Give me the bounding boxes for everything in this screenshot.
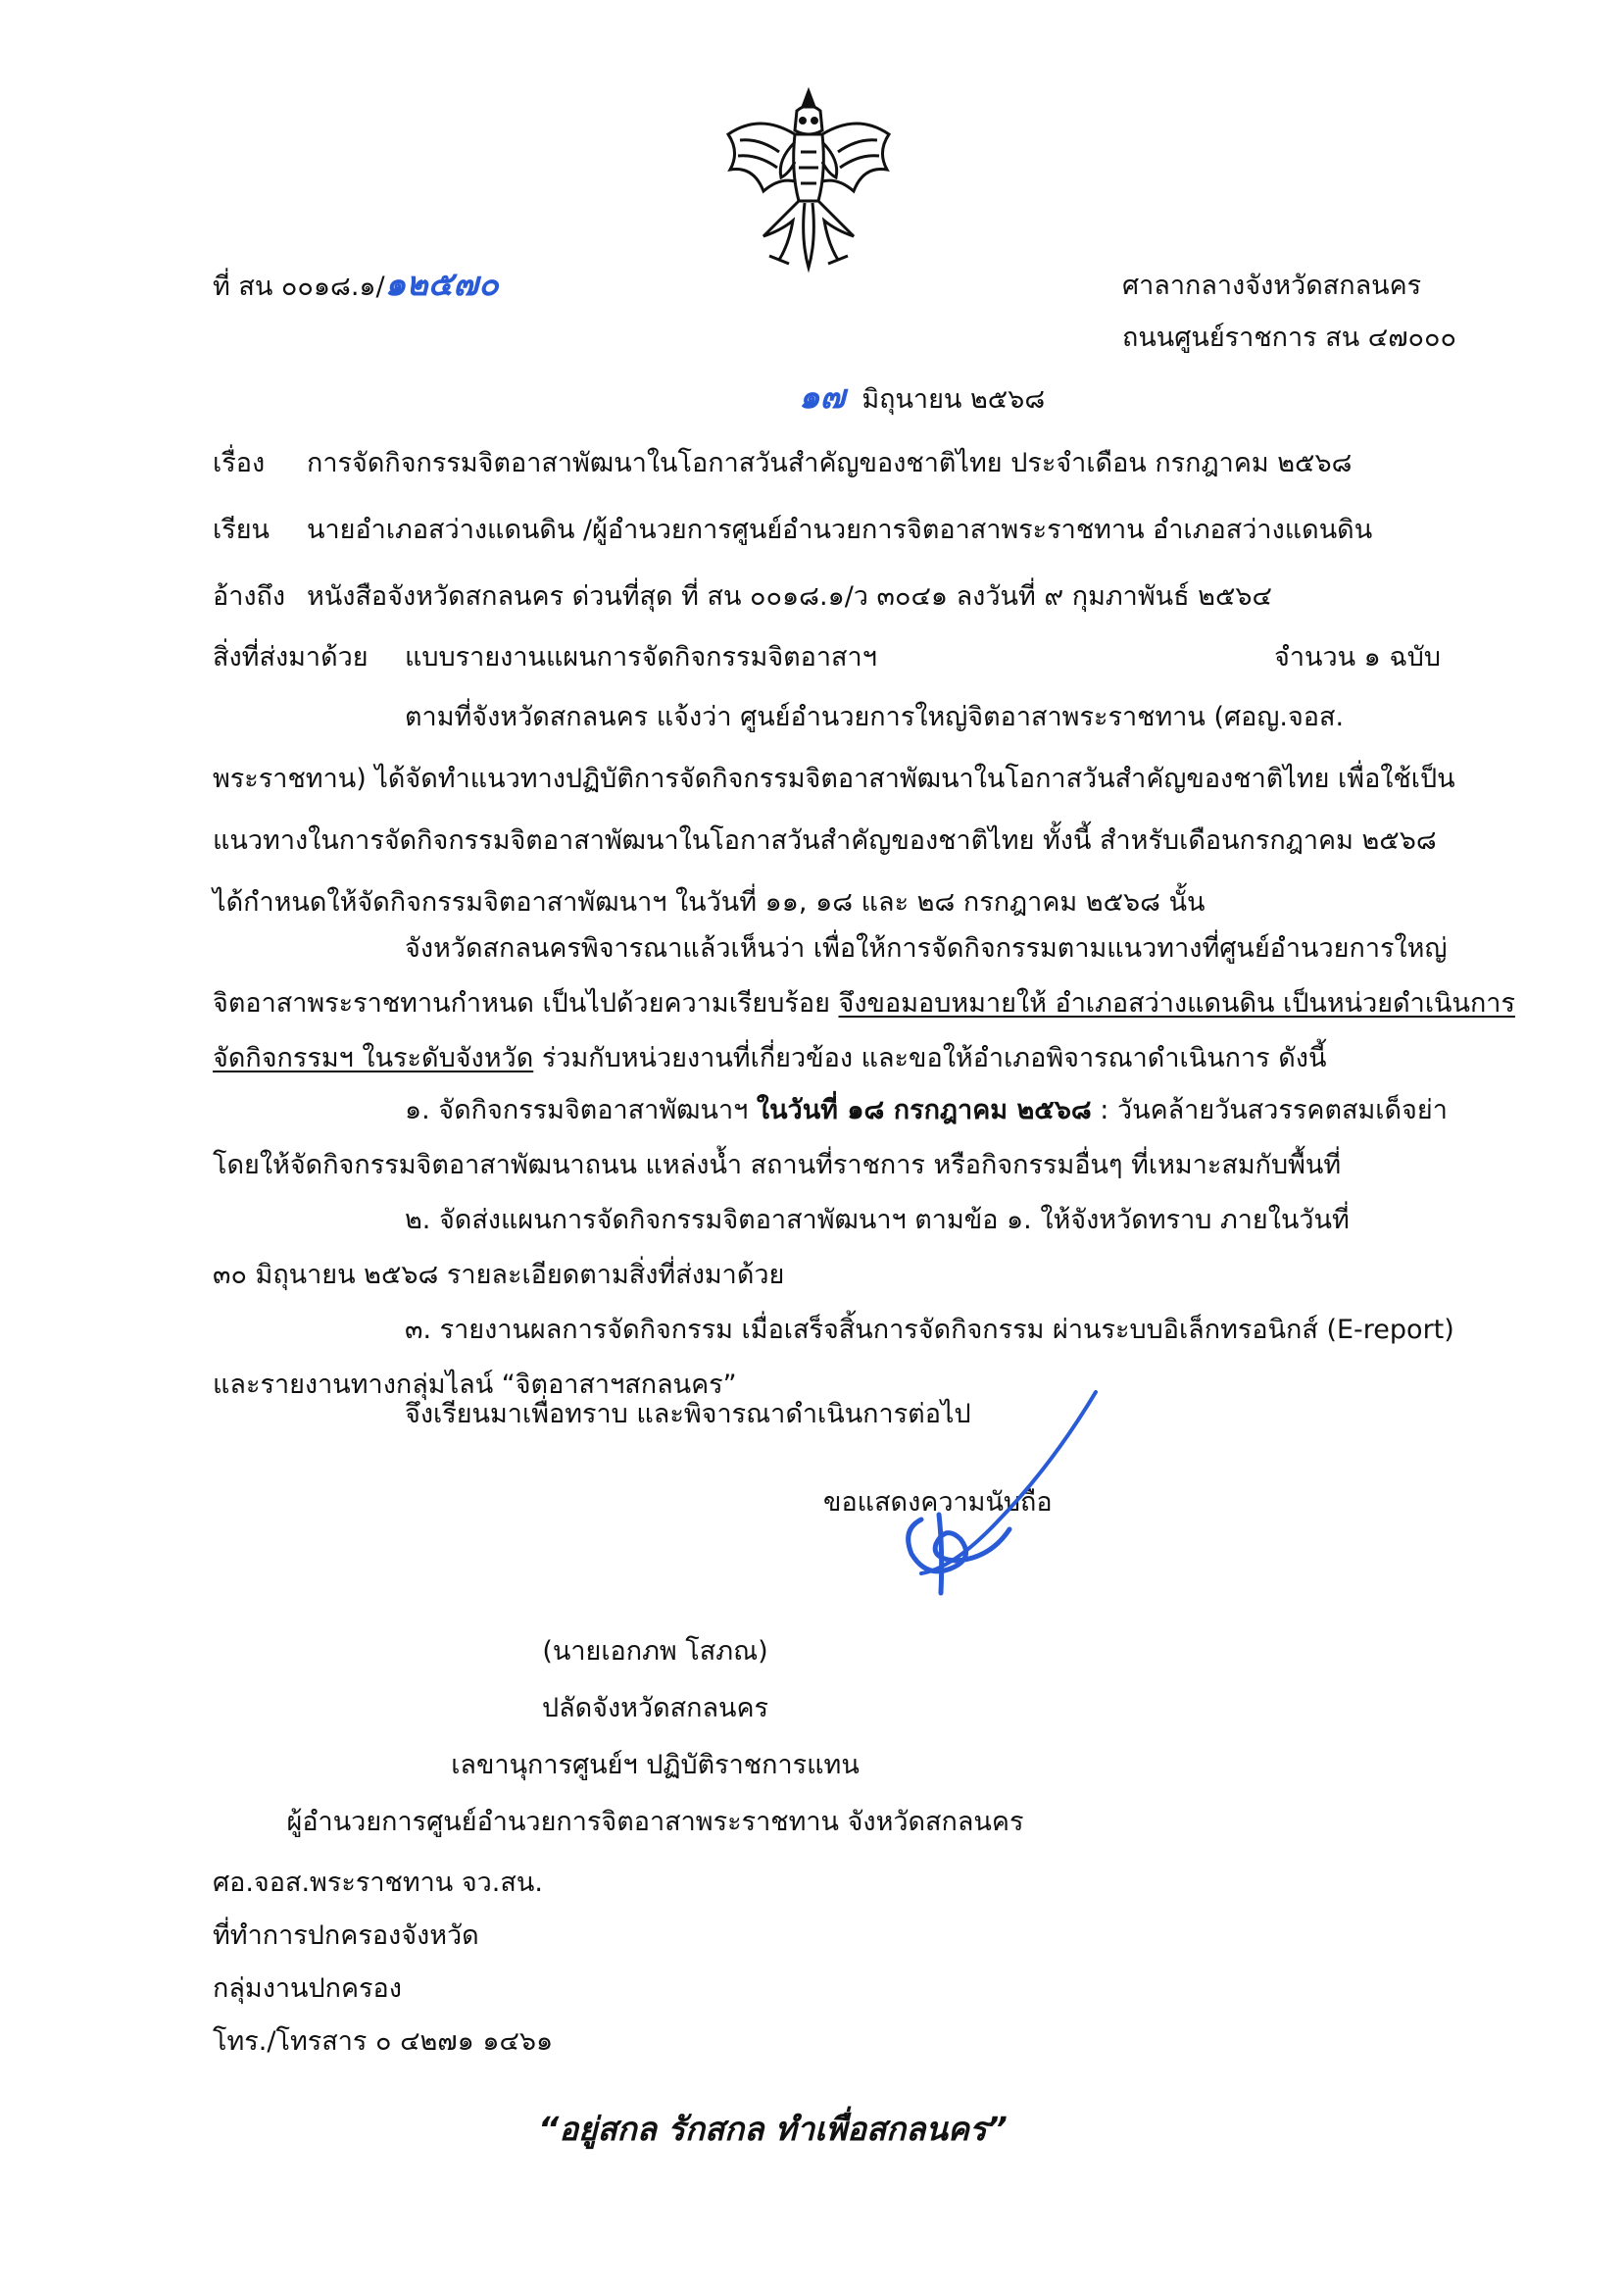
item-1-line-1 [213,1083,1477,1138]
subject-text: การจัดกิจกรรมจิตอาสาพัฒนาในโอกาสวันสำคัญของชาติไทย ประจำเดือน กรกฎาคม ๒๕๖๘ [307,448,1353,478]
item-3-line-2: และรายงานทางกลุ่มไลน์ “จิตอาสาฯสกลนคร” [213,1370,737,1400]
paragraph-1-line-1: ตามที่จังหวัดสกลนคร แจ้งว่า ศูนย์อำนวยการใหญ่จิตอาสาพระราชทาน (ศอญ.จอส. [405,702,1345,732]
enclosure-text: แบบรายงานแผนการจัดกิจกรรมจิตอาสาฯ [405,642,877,673]
to-label: เรียน [213,515,271,545]
paragraph-2-line-2 [213,976,1515,1031]
item-2-line-2: ๓๐ มิถุนายน ๒๕๖๘ รายละเอียดตามสิ่งที่ส่งมาด้วย [213,1260,785,1290]
item-list [213,1083,1477,1413]
complimentary-close: ขอแสดงความนับถือ [823,1487,1053,1518]
footer-section: กลุ่มงานปกครอง [213,1973,402,2004]
subject-label: เรื่อง [213,448,266,478]
date-month-year: มิถุนายน ๒๕๖๘ [861,384,1046,415]
paragraph-1-line-4: ได้กำหนดให้จัดกิจกรรมจิตอาสาพัฒนาฯ ในวันที่ ๑๑, ๑๘ และ ๒๘ กรกฎาคม ๒๕๖๘ นั้น [213,887,1206,918]
item-1-bold-date: ในวันที่ ๑๘ กรกฎาคม ๒๕๖๘ [756,1095,1092,1125]
footer-phone: โทร./โทรสาร ๐ ๔๒๗๑ ๑๔๖๑ [213,2026,554,2057]
document-number [213,265,499,307]
item-1-line-2: โดยให้จัดกิจกรรมจิตอาสาพัฒนาถนน แหล่งน้ำ สถานที่ราชการ หรือกิจกรรมอื่นๆ ที่เหมาะสมกับพื้นที่ [213,1150,1342,1180]
footer-office: ศอ.จอส.พระราชทาน จว.สน. [213,1868,543,1898]
assignment-underlined-2: จัดกิจกรรมฯ ในระดับจังหวัด [213,1043,534,1073]
paragraph-2-line-3-plain: ร่วมกับหน่วยงานที่เกี่ยวข้อง และขอให้อำเภอพิจารณาดำเนินการ ดังนี้ [533,1043,1327,1073]
document-number-prefix: ที่ สน ๐๐๑๘.๑/ [213,272,385,302]
paragraph-1-line-3: แนวทางในการจัดกิจกรรมจิตอาสาพัฒนาในโอกาสวันสำคัญของชาติไทย ทั้งนี้ สำหรับเดือนกรกฎาคม ๒๕๖๘ [213,825,1437,856]
paragraph-2 [213,922,1515,1086]
item-1-lead: ๑. จัดกิจกรรมจิตอาสาพัฒนาฯ [405,1095,757,1125]
to-text: นายอำเภอสว่างแดนดิน /ผู้อำนวยการศูนย์อำนวยการจิตอาสาพระราชทาน อำเภอสว่างแดนดิน [307,515,1373,545]
document-number-handwritten: ๑๒๕๗๐ [384,265,499,304]
sender-address-line-1: ศาลากลางจังหวัดสกลนคร [1122,271,1422,301]
paragraph-2-line-3 [213,1031,1477,1086]
paragraph-1 [213,686,1477,933]
garuda-emblem-icon [720,83,897,274]
date-day-handwritten: ๑๗ [799,377,846,417]
provincial-motto: “อยู่สกล รักสกล ทำเพื่อสกลนคร” [538,2110,1008,2148]
paragraph-2-line-1: จังหวัดสกลนครพิจารณาแล้วเห็นว่า เพื่อให้การจัดกิจกรรมตามแนวทางที่ศูนย์อำนวยการใหญ่ [405,933,1448,964]
footer-department: ที่ทำการปกครองจังหวัด [213,1920,479,1951]
item-3-line-1: ๓. รายงานผลการจัดกิจกรรม เมื่อเสร็จสิ้นการจัดกิจกรรม ผ่านระบบอิเล็กทรอนิกส์ (E-report) [405,1315,1454,1345]
reference-text: หนังสือจังหวัดสกลนคร ด่วนที่สุด ที่ สน ๐๐๑๘.๑/ว ๓๐๔๑ ลงวันที่ ๙ กุมภาพันธ์ ๒๕๖๔ [307,581,1272,612]
handwritten-signature [882,1382,1117,1618]
letter-date [799,377,1045,420]
reference-label: อ้างถึง [213,581,286,612]
signatory-name: (นายเอกภพ โสภณ) [542,1636,768,1667]
enclosure-count: จำนวน ๑ ฉบับ [1274,642,1442,673]
assignment-underlined-1: จึงขอมอบหมายให้ อำเภอสว่างแดนดิน เป็นหน่วยดำเนินการ [838,988,1515,1019]
paragraph-1-line-2: พระราชทาน) ได้จัดทำแนวทางปฏิบัติการจัดกิจกรรมจิตอาสาพัฒนาในโอกาสวันสำคัญของชาติไทย เพื่อใช้เป็น [213,764,1455,794]
sender-address-line-2: ถนนศูนย์ราชการ สน ๔๗๐๐๐ [1122,323,1456,353]
paragraph-2-line-2-plain: จิตอาสาพระราชทานกำหนด เป็นไปด้วยความเรียบร้อย [213,988,839,1019]
signatory-position-3: ผู้อำนวยการศูนย์อำนวยการจิตอาสาพระราชทาน จังหวัดสกลนคร [286,1807,1024,1837]
item-1-rest: : วันคล้ายวันสวรรคตสมเด็จย่า [1091,1095,1448,1125]
signatory-position-1: ปลัดจังหวัดสกลนคร [541,1693,769,1723]
signatory-position-2: เลขานุการศูนย์ฯ ปฏิบัติราชการแทน [451,1750,860,1780]
item-2-line-1: ๒. จัดส่งแผนการจัดกิจกรรมจิตอาสาพัฒนาฯ ตามข้อ ๑. ให้จังหวัดทราบ ภายในวันที่ [405,1205,1350,1235]
enclosure-label: สิ่งที่ส่งมาด้วย [213,642,369,673]
closing-request: จึงเรียนมาเพื่อทราบ และพิจารณาดำเนินการต่อไป [405,1399,971,1429]
